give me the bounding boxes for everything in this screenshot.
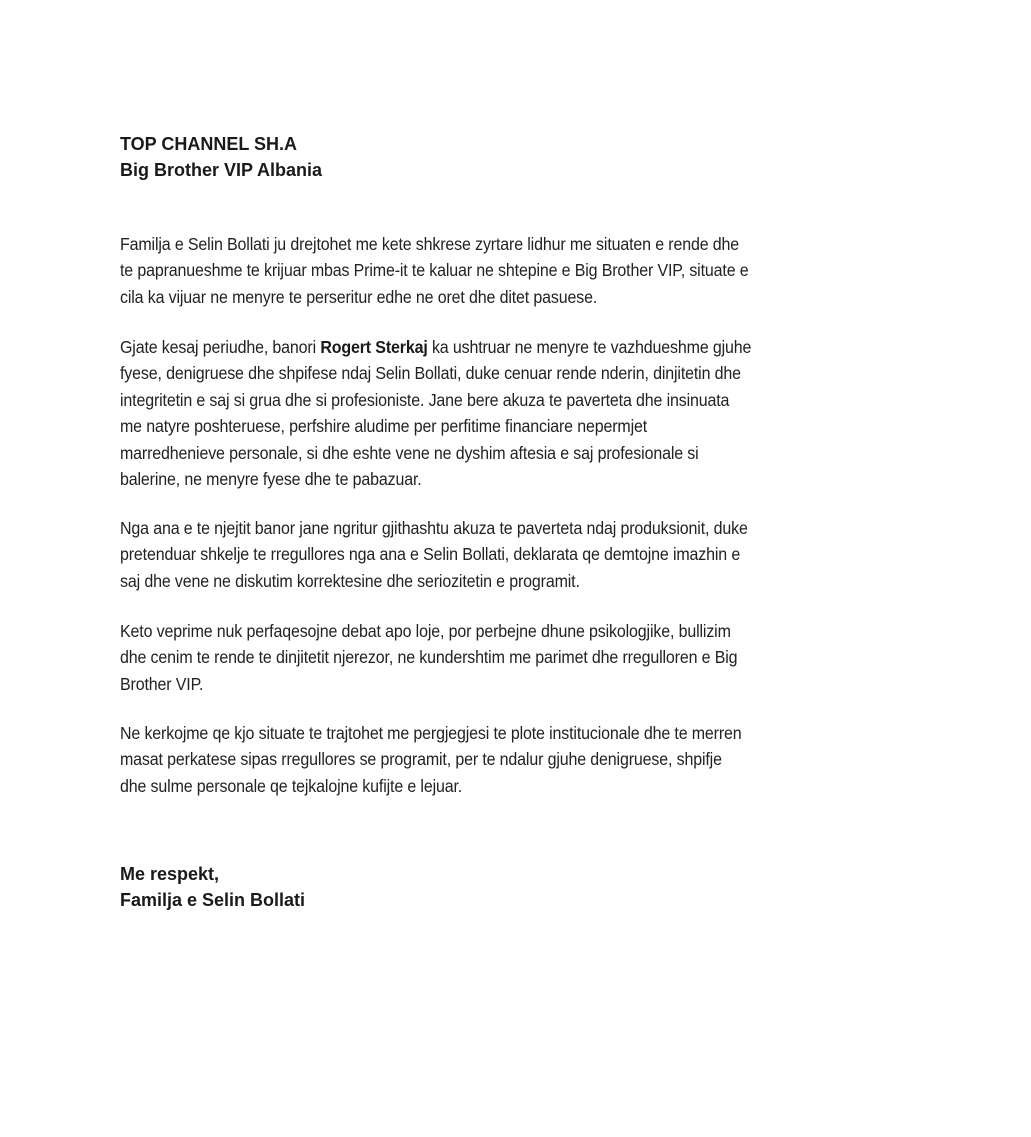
paragraph-text: ka ushtruar ne menyre te vazhdueshme gjuhe xyxy=(427,337,752,357)
paragraph-line: me natyre poshteruese, perfshire aludime per perfitime financiare nepermjet xyxy=(120,416,648,437)
letter-signoff xyxy=(120,861,305,913)
paragraph-line: Nga ana e te njejtit banor jane ngritur gjithashtu akuza te paverteta ndaj produksionit, duke xyxy=(120,518,748,538)
paragraph-production xyxy=(120,515,980,594)
resident-name: Rogert Sterkaj xyxy=(320,337,428,357)
letter-header xyxy=(120,131,322,183)
paragraph-line: Familja e Selin Bollati ju drejtohet me kete shkrese zyrtare lidhur me situaten e rende dhe xyxy=(120,234,740,254)
paragraph-line: te papranueshme te krijuar mbas Prime-it te kaluar ne shtepine e Big Brother VIP, situate e xyxy=(120,260,749,281)
paragraph-line xyxy=(120,334,920,360)
program-name: Big Brother VIP Albania xyxy=(120,160,323,180)
paragraph-line: balerine, ne menyre fyese dhe te pabazuar. xyxy=(120,469,422,490)
paragraph-line: dhe sulme personale qe tejkalojne kufijte e lejuar. xyxy=(120,775,463,796)
paragraph-line: dhe cenim te rende te dinjitetit njerezor, ne kundershtim me parimet dhe rregulloren e Big xyxy=(120,647,738,668)
paragraph-line: masat perkatese sipas rregullores se programit, per te ndalur gjuhe denigruese, shpifje xyxy=(120,749,722,770)
paragraph-line: cila ka vijuar ne menyre te perseritur edhe ne oret dhe ditet pasuese. xyxy=(120,286,598,307)
paragraph-line: Brother VIP. xyxy=(120,673,204,694)
paragraph-violations xyxy=(120,618,980,697)
paragraph-line: Ne kerkojme qe kjo situate te trajtohet me pergjegjesi te plote institucionale dhe te merren xyxy=(120,723,742,743)
paragraph-line: fyese, denigruese dhe shpifese ndaj Selin Bollati, duke cenuar rende nderin, dinjitetin dhe xyxy=(120,363,741,384)
company-name: TOP CHANNEL SH.A xyxy=(120,134,298,154)
paragraph-text: Gjate kesaj periudhe, banori xyxy=(120,337,321,357)
paragraph-line: integritetin e saj si grua dhe si profesioniste. Jane bere akuza te paverteta dhe insinuata xyxy=(120,389,730,410)
paragraph-line: marredhenieve personale, si dhe eshte vene ne dyshim aftesia e saj profesionale si xyxy=(120,442,699,463)
paragraph-request xyxy=(120,720,980,799)
paragraph-line: pretenduar shkelje te rregullores nga ana e Selin Bollati, deklarata qe demtojne imazhin e xyxy=(120,544,741,565)
paragraph-intro xyxy=(120,231,980,310)
paragraph-line: Keto veprime nuk perfaqesojne debat apo loje, por perbejne dhune psikologjike, bullizim xyxy=(120,621,731,641)
signature: Familja e Selin Bollati xyxy=(120,890,306,910)
paragraph-line: saj dhe vene ne diskutim korrektesine dhe seriozitetin e programit. xyxy=(120,570,580,591)
paragraph-accusations xyxy=(120,334,980,492)
closing-salutation: Me respekt, xyxy=(120,864,220,884)
